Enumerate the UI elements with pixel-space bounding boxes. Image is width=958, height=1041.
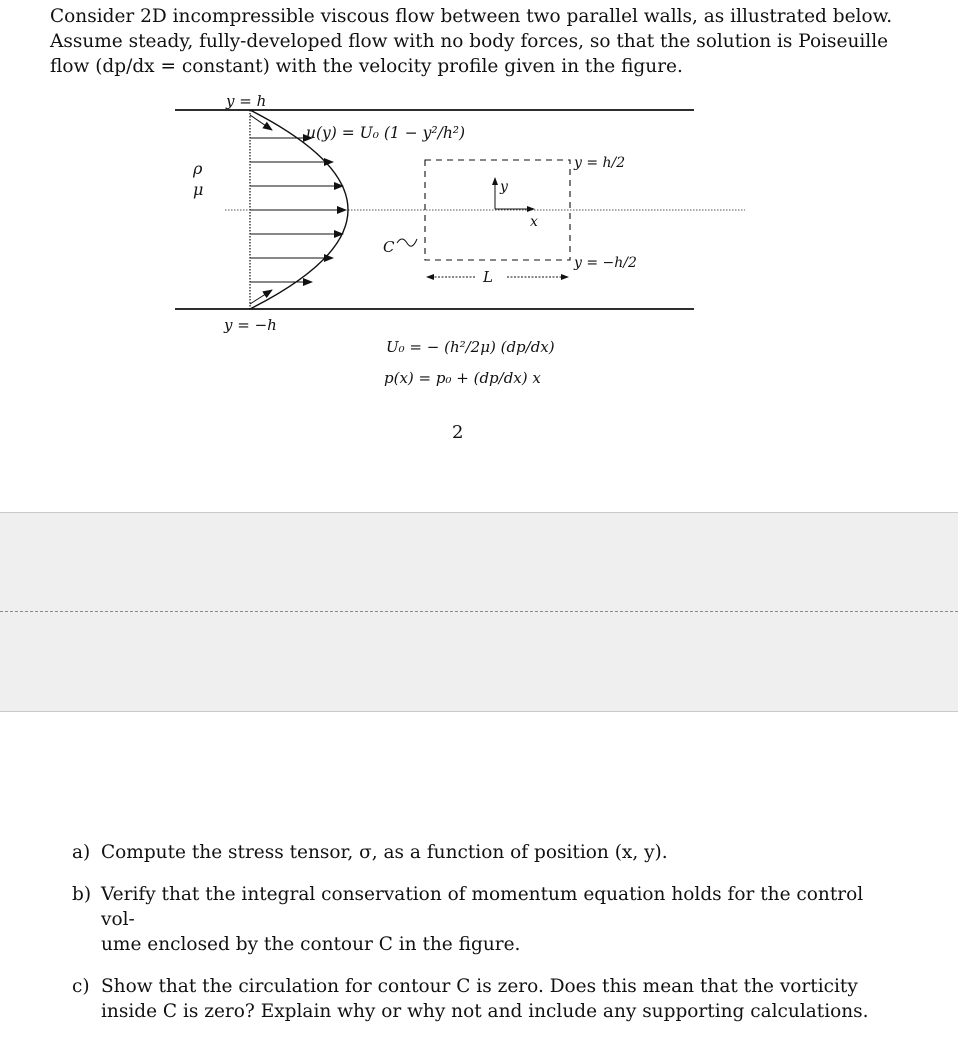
bottom-wall-label: y = −h (224, 316, 277, 334)
question-label: c) (72, 976, 90, 997)
velocity-arrow (250, 290, 272, 304)
question-c (72, 974, 872, 1024)
U0-equation: U₀ = − (h²/2μ) (dp/dx) (386, 338, 555, 356)
contour-bottom-label: y = −h/2 (574, 255, 637, 271)
intro-line-3: flow (dp/dx = constant) with the velocity profile given in the figure. (50, 56, 683, 77)
density-label: ρ (193, 159, 203, 178)
contour-label-leader (397, 239, 417, 246)
intro-line-2: Assume steady, fully-developed flow with no body forces, so that the solution is Poiseuille (50, 31, 889, 52)
question-label: a) (72, 842, 91, 863)
page-separator-band (0, 512, 958, 712)
local-y-label: y (500, 179, 508, 195)
control-contour (425, 160, 570, 260)
velocity-profile-equation: u(y) = U₀ (1 − y²/h²) (306, 124, 466, 142)
velocity-arrow (250, 115, 272, 130)
contour-top-label: y = h/2 (574, 155, 626, 171)
question-text-line-2: inside C is zero? Explain why or why not and include any supporting calculations. (101, 1001, 869, 1022)
contour-label: C (383, 238, 395, 256)
question-text-line-1: Verify that the integral conservation of momentum equation holds for the control vol- (101, 884, 864, 930)
page-break-line (0, 611, 958, 612)
question-list (72, 840, 872, 1041)
intro-line-1: Consider 2D incompressible viscous flow between two parallel walls, as illustrated below. (50, 6, 893, 27)
poiseuille-flow-figure (0, 0, 958, 470)
top-wall-label: y = h (226, 92, 267, 110)
viscosity-label: μ (193, 180, 204, 199)
question-label: b) (72, 884, 92, 905)
velocity-arrows (250, 115, 346, 304)
question-text: Compute the stress tensor, σ, as a function of position (x, y). (101, 842, 668, 863)
question-b (72, 882, 872, 957)
question-text-line-2: ume enclosed by the contour C in the figure. (101, 934, 521, 955)
pressure-equation: p(x) = p₀ + (dp/dx) x (384, 369, 541, 387)
question-text-line-1: Show that the circulation for contour C is zero. Does this mean that the vorticity (101, 976, 858, 997)
page-number: 2 (452, 422, 464, 443)
length-label: L (483, 268, 493, 286)
local-x-label: x (530, 214, 538, 230)
question-a (72, 840, 872, 865)
